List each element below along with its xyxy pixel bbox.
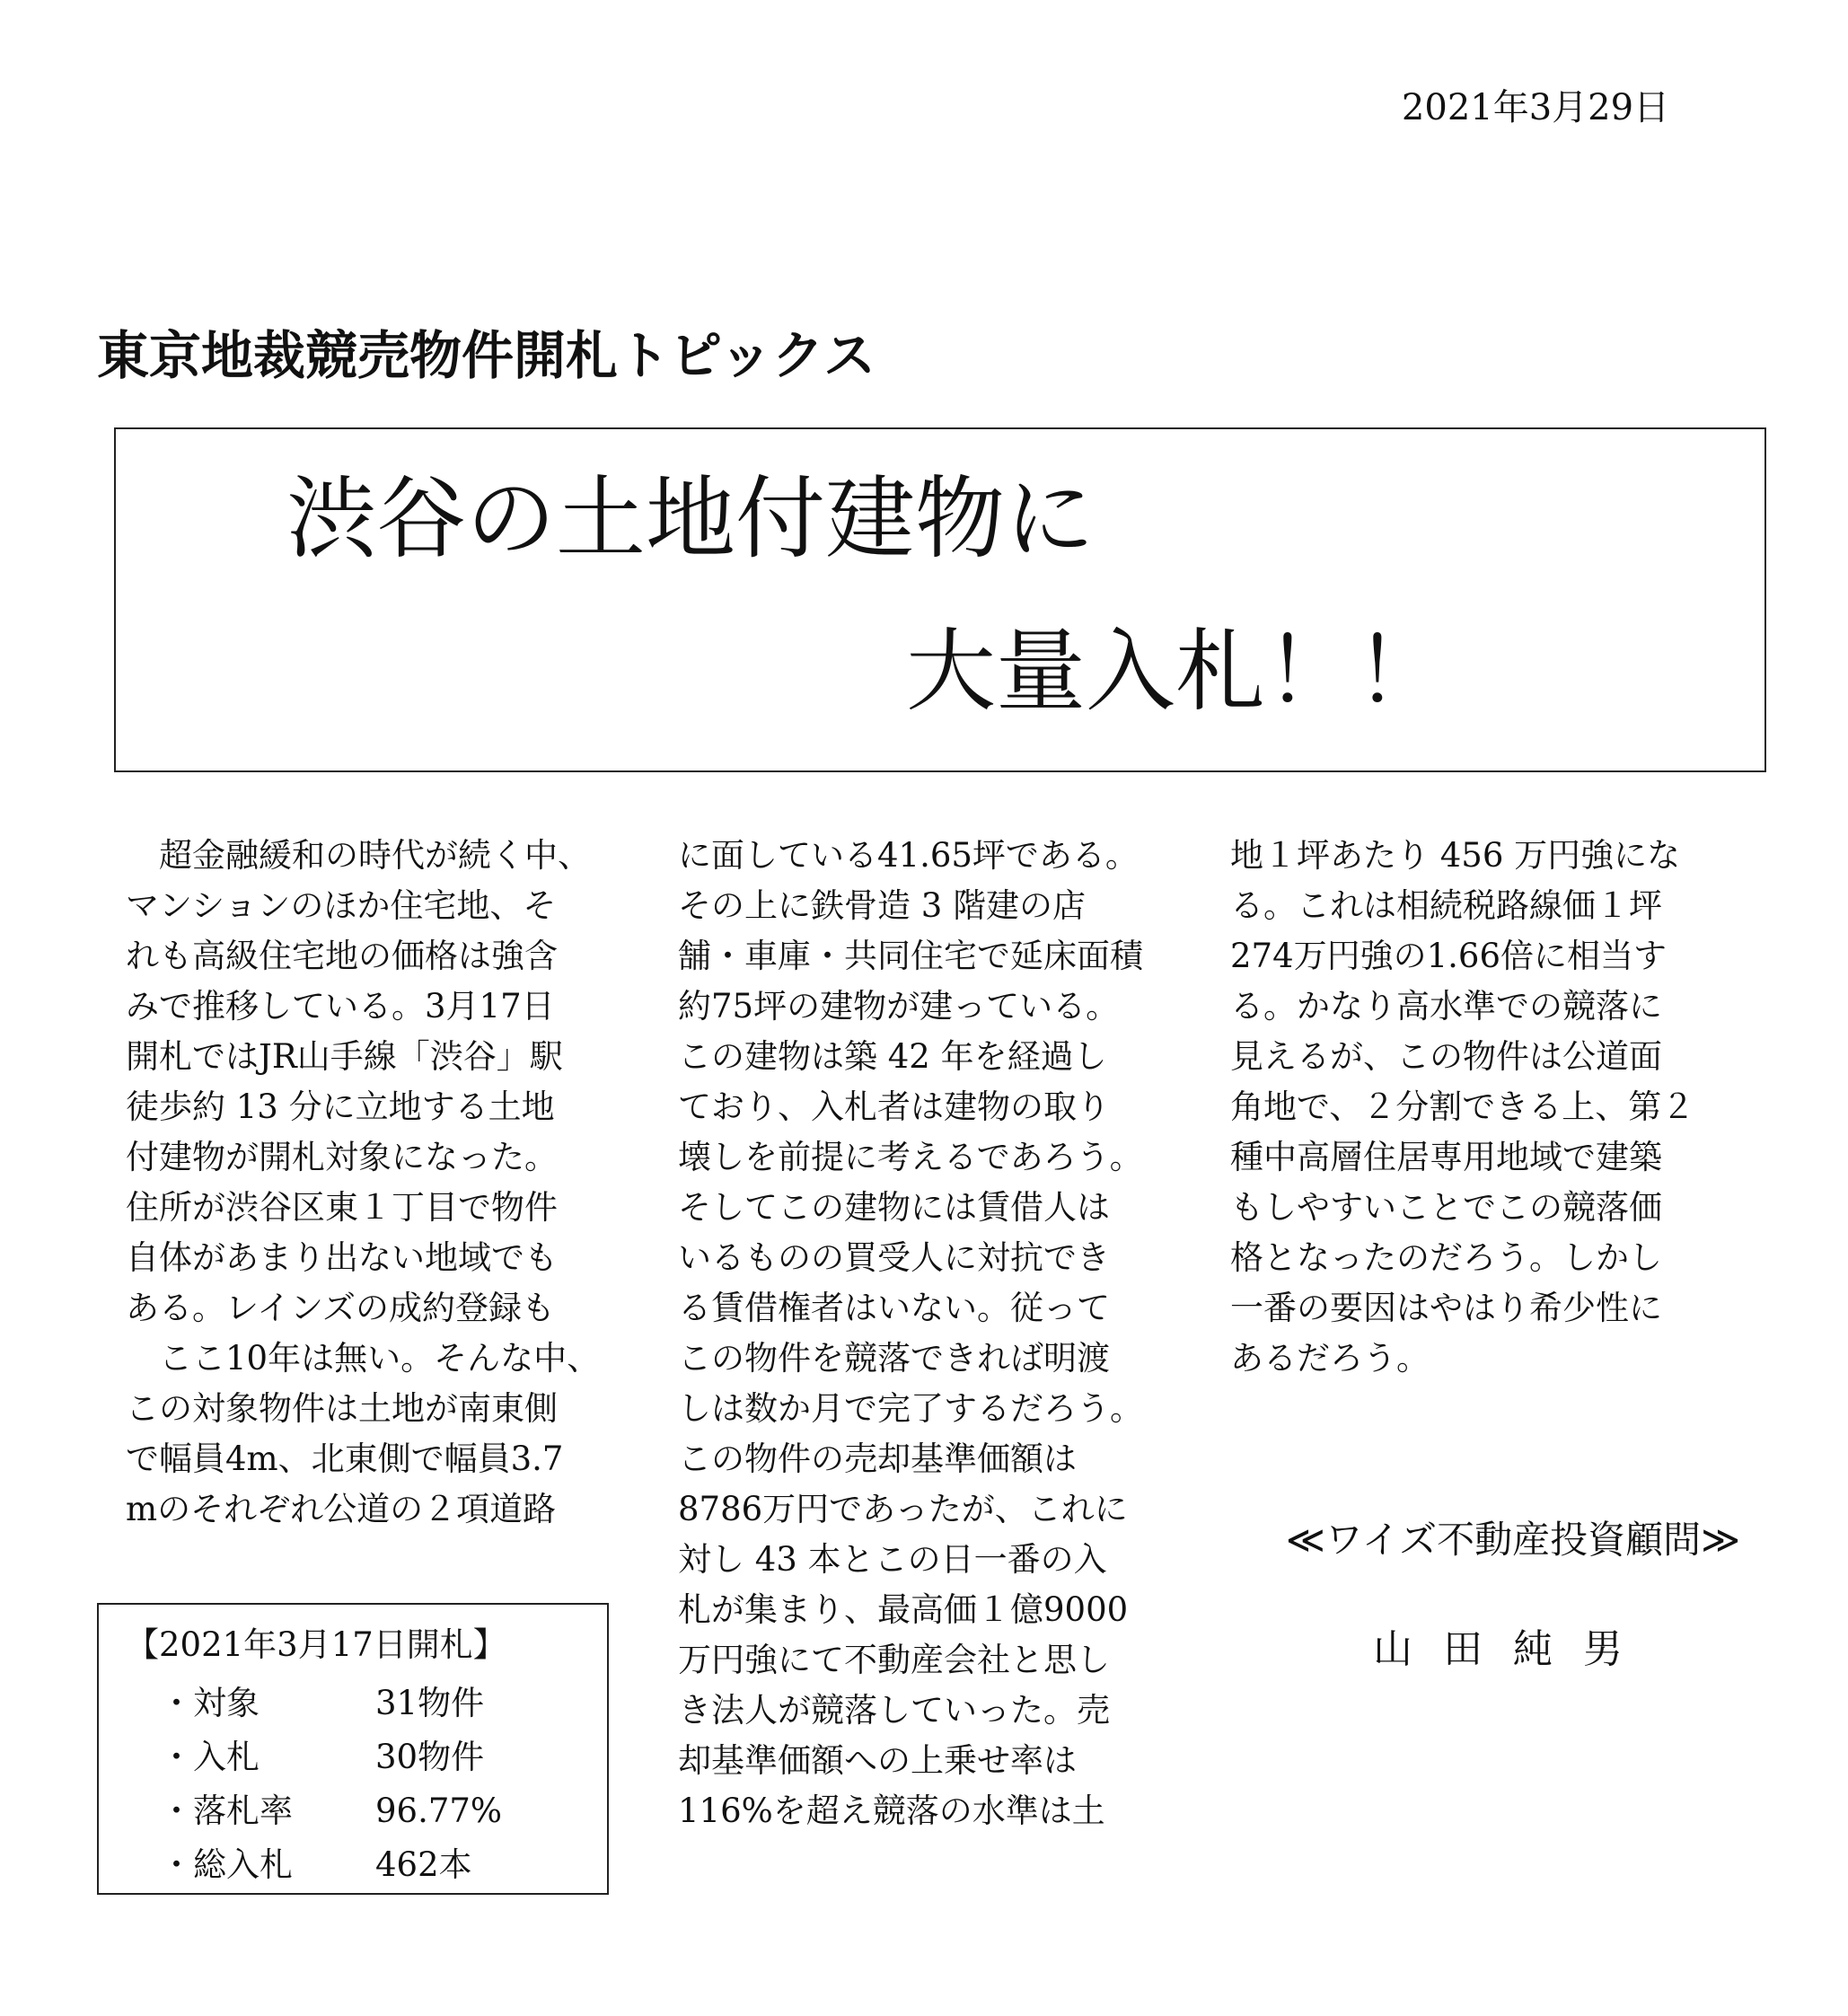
article-line: この建物は築 42 年を経過し xyxy=(678,1037,1107,1076)
headline-box xyxy=(114,427,1766,772)
article-line: に面している41.65坪である。 xyxy=(678,836,1139,875)
summary-label: ・落札率 xyxy=(160,1792,293,1830)
article-line: 壊しを前提に考えるであろう。 xyxy=(678,1138,1143,1176)
article-line: もしやすいことでこの競落価 xyxy=(1230,1188,1662,1227)
article-line: 地１坪あたり 456 万円強にな xyxy=(1230,836,1681,875)
article-line: そしてこの建物には賃借人は xyxy=(678,1188,1110,1227)
article-line: この物件を競落できれば明渡 xyxy=(678,1339,1110,1378)
article-line: 格となったのだろう。しかし xyxy=(1230,1238,1662,1277)
article-line: る。かなり高水準での競落に xyxy=(1230,987,1662,1026)
article-line: 住所が渋谷区東１丁目で物件 xyxy=(126,1188,558,1227)
article-line: 見えるが、この物件は公道面 xyxy=(1230,1037,1662,1076)
article-line: ここ10年は無い。そんな中、 xyxy=(126,1339,601,1378)
article-line: 却基準価額への上乗せ率は xyxy=(678,1741,1077,1780)
article-line: いるものの買受人に対抗でき xyxy=(678,1238,1110,1277)
auction-summary-box xyxy=(97,1603,609,1895)
article-column-1 xyxy=(126,831,629,1535)
article-column-3 xyxy=(1230,831,1733,1384)
company-name: ≪ワイズ不動産投資顧問≫ xyxy=(1285,1518,1741,1562)
summary-label: ・対象 xyxy=(160,1684,260,1722)
article-line: mのそれぞれ公道の２項道路 xyxy=(126,1490,557,1528)
article-line: 種中高層住居専用地域で建築 xyxy=(1230,1138,1662,1176)
article-line: 8786万円であったが、これに xyxy=(678,1490,1128,1528)
article-line: ており、入札者は建物の取り xyxy=(678,1087,1110,1126)
article-line: 万円強にて不動産会社と思し xyxy=(678,1641,1110,1679)
headline-line-1: 渋谷の土地付建物に xyxy=(286,466,1095,571)
article-column-2 xyxy=(678,831,1181,1836)
summary-row xyxy=(160,1735,484,1780)
article-line: 対し 43 本とこの日一番の入 xyxy=(678,1540,1107,1579)
article-line: 舗・車庫・共同住宅で延床面積 xyxy=(678,937,1143,975)
article-line: 約75坪の建物が建っている。 xyxy=(678,987,1120,1026)
article-line: あるだろう。 xyxy=(1230,1339,1430,1378)
article-line: この対象物件は土地が南東側 xyxy=(126,1389,558,1428)
document-date: 2021年3月29日 xyxy=(1401,87,1670,128)
headline-line-2: 大量入札！！ xyxy=(906,619,1445,724)
article-line: れも高級住宅地の価格は強含 xyxy=(126,937,558,975)
article-line: その上に鉄骨造 3 階建の店 xyxy=(678,886,1087,925)
summary-label: ・総入札 xyxy=(160,1845,293,1884)
article-line: る。これは相続税路線価１坪 xyxy=(1230,886,1662,925)
article-line: 一番の要因はやはり希少性に xyxy=(1230,1289,1662,1327)
summary-row xyxy=(160,1789,502,1834)
article-line: 徒歩約 13 分に立地する土地 xyxy=(126,1087,555,1126)
article-line: 超金融緩和の時代が続く中、 xyxy=(126,836,591,875)
article-line: 付建物が開札対象になった。 xyxy=(126,1138,558,1176)
summary-value: 30物件 xyxy=(375,1738,485,1776)
article-line: この物件の売却基準価額は xyxy=(678,1439,1077,1478)
article-line: 274万円強の1.66倍に相当す xyxy=(1230,937,1668,975)
summary-row xyxy=(160,1681,484,1726)
author-name: 山田純男 xyxy=(1373,1626,1653,1672)
article-line: 開札ではJR山手線「渋谷」駅 xyxy=(126,1037,563,1076)
article-line: 自体があまり出ない地域でも xyxy=(126,1238,558,1277)
summary-title: 【2021年3月17日開札】 xyxy=(126,1625,506,1664)
article-line: 札が集まり、最高価１億9000 xyxy=(678,1590,1129,1629)
summary-value: 31物件 xyxy=(375,1684,485,1722)
article-line: しは数か月で完了するだろう。 xyxy=(678,1389,1143,1428)
article-line: マンションのほか住宅地、そ xyxy=(126,886,557,925)
article-line: みで推移している。3月17日 xyxy=(126,987,555,1026)
summary-value: 462本 xyxy=(375,1845,472,1884)
summary-label: ・入札 xyxy=(160,1738,260,1776)
summary-row xyxy=(160,1843,472,1888)
article-line: き法人が競落していった。売 xyxy=(678,1691,1110,1730)
section-header: 東京地裁競売物件開札トピックス xyxy=(97,325,876,386)
article-line: る賃借権者はいない。従って xyxy=(678,1289,1110,1327)
summary-value: 96.77% xyxy=(375,1792,503,1830)
article-line: で幅員4m、北東側で幅員3.7 xyxy=(126,1439,564,1478)
article-line: 角地で、２分割できる上、第２ xyxy=(1230,1087,1695,1126)
article-line: ある。レインズの成約登録も xyxy=(126,1289,556,1327)
article-line: 116%を超え競落の水準は土 xyxy=(678,1792,1105,1830)
